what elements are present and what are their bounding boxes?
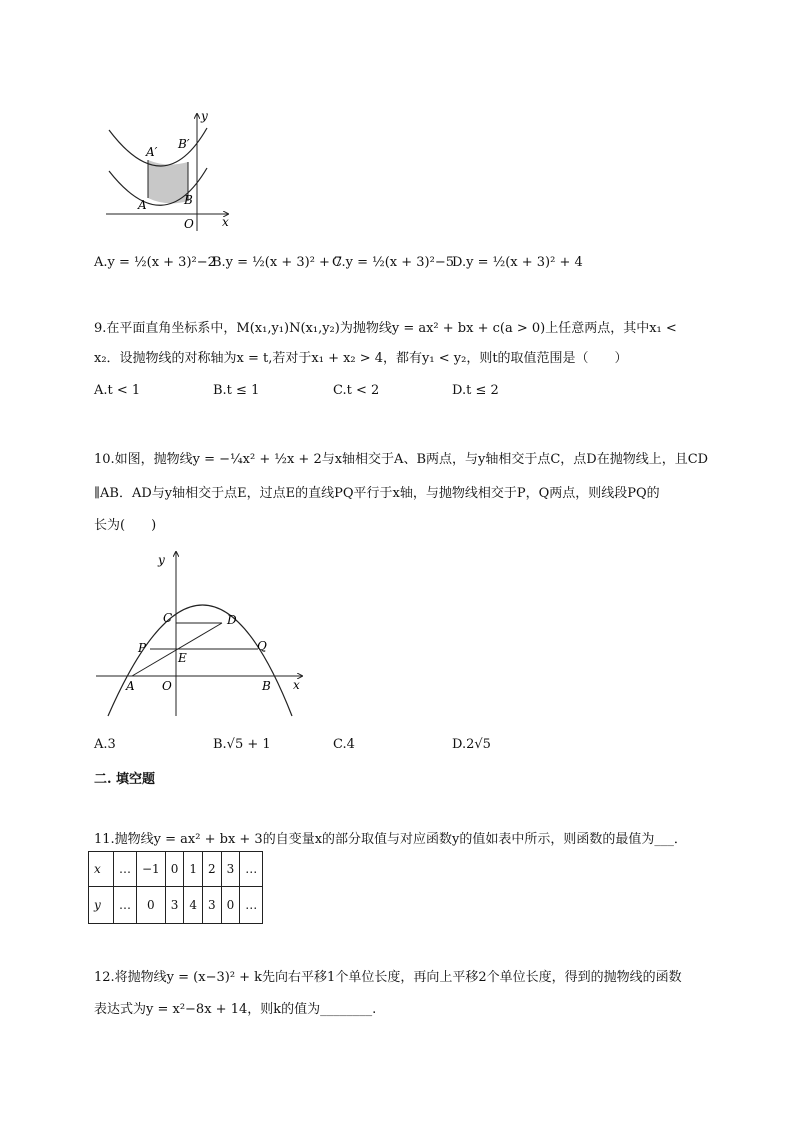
table-cell: y <box>89 887 114 924</box>
table-row-y <box>89 887 263 924</box>
table-cell: 0 <box>137 887 166 924</box>
label-Q: Q <box>257 639 267 653</box>
q9-line-1: 9.在平面直角坐标系中，M(x₁,y₁)N(x₁,y₂)为抛物线y = ax² + bx + c(a > 0)上任意两点，其中x₁ < <box>94 321 677 336</box>
q10-option-d: D.2√5 <box>452 737 491 752</box>
label-D: D <box>227 613 237 627</box>
label-A: A <box>138 198 147 212</box>
label-B: B <box>184 193 193 207</box>
q10-line-2: ∥AB．AD与y轴相交于点E，过点E的直线PQ平行于x轴，与抛物线相交于P，Q两点，则线段PQ的 <box>94 486 660 501</box>
value-table <box>88 851 263 924</box>
q9-option-a: A.t < 1 <box>94 383 141 398</box>
label-O: O <box>162 679 172 693</box>
label-x: x <box>222 215 229 229</box>
table-cell: 1 <box>184 852 203 887</box>
q8-option-d: D.y = ½(x + 3)² + 4 <box>452 255 583 270</box>
parabola <box>108 605 292 716</box>
q8-option-a: A.y = ½(x + 3)²−2 <box>94 255 216 270</box>
label-B-prime: B′ <box>178 137 190 151</box>
label-y: y <box>158 553 165 567</box>
table-cell: x <box>89 852 114 887</box>
table-cell: 3 <box>202 887 221 924</box>
q10-line-3: 长为( ) <box>94 518 157 533</box>
q10-line-1: 10.如图，抛物线y = −¼x² + ½x + 2与x轴相交于A、B两点，与y轴相交于点C，点D在抛物线上，且CD <box>94 452 709 467</box>
label-C: C <box>163 611 173 625</box>
upper-parabola <box>109 128 207 166</box>
figure-translated-parabolas <box>104 108 244 233</box>
label-A-prime: A′ <box>146 145 158 159</box>
label-A: A <box>126 679 135 693</box>
table-cell: 3 <box>221 852 240 887</box>
table-cell: 0 <box>221 887 240 924</box>
q12-line-2: 表达式为y = x²−8x + 14，则k的值为________. <box>94 1002 377 1017</box>
table-cell: 2 <box>202 852 221 887</box>
table-row-x <box>89 852 263 887</box>
q9-option-d: D.t ≤ 2 <box>452 383 499 398</box>
q8-option-c: C.y = ½(x + 3)²−5 <box>332 255 454 270</box>
label-x: x <box>293 678 300 692</box>
label-P: P <box>138 641 147 655</box>
q10-option-b: B.√5 + 1 <box>213 737 271 752</box>
q8-option-b: B.y = ½(x + 3)² + 7 <box>212 255 343 270</box>
q10-option-a: A.3 <box>94 737 116 752</box>
q10-option-c: C.4 <box>333 737 355 752</box>
table-cell: 0 <box>165 852 184 887</box>
table-cell: … <box>240 887 263 924</box>
q9-option-c: C.t < 2 <box>333 383 380 398</box>
section-heading-fill-in: 二. 填空题 <box>94 772 156 787</box>
table-cell: … <box>114 887 137 924</box>
table-cell: 4 <box>184 887 203 924</box>
label-B: B <box>262 679 271 693</box>
shaded-region <box>148 160 188 203</box>
table-cell: … <box>114 852 137 887</box>
table-cell: … <box>240 852 263 887</box>
table-cell: −1 <box>137 852 166 887</box>
label-E: E <box>178 651 187 665</box>
figure-parabola-pq <box>94 548 309 720</box>
label-O: O <box>184 217 194 231</box>
table-cell: 3 <box>165 887 184 924</box>
q12-line-1: 12.将抛物线y = (x−3)² + k先向右平移1个单位长度，再向上平移2个单位长度，得到的抛物线的函数 <box>94 970 682 985</box>
q9-line-2: x₂．设抛物线的对称轴为x = t,若对于x₁ + x₂ > 4，都有y₁ < y₂，则t的取值范围是（ ） <box>94 351 628 366</box>
label-y: y <box>201 109 208 123</box>
q9-option-b: B.t ≤ 1 <box>213 383 260 398</box>
q11-text: 11.抛物线y = ax² + bx + 3的自变量x的部分取值与对应函数y的值如表中所示，则函数的最值为___． <box>94 832 687 847</box>
